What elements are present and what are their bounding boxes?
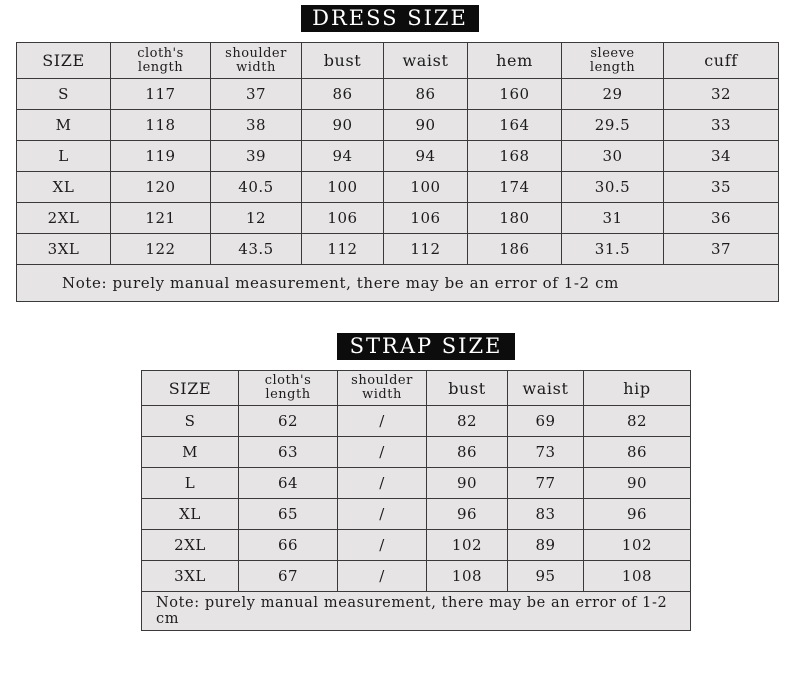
measurement-cell: 106 — [384, 203, 468, 234]
measurement-cell: / — [338, 437, 427, 468]
measurement-cell: 108 — [584, 561, 691, 592]
measurement-cell: 94 — [384, 141, 468, 172]
dress-header-cell: SIZE — [17, 43, 111, 79]
dress-header-cell — [562, 43, 664, 79]
measurement-cell: 119 — [111, 141, 211, 172]
measurement-cell: 120 — [111, 172, 211, 203]
header-line: length — [137, 59, 184, 75]
measurement-cell: 100 — [384, 172, 468, 203]
table-row — [142, 530, 691, 561]
measurement-cell: 38 — [211, 110, 302, 141]
header-line: shoulder — [351, 373, 413, 388]
measurement-cell: 37 — [211, 79, 302, 110]
measurement-cell: 36 — [664, 203, 779, 234]
size-label-cell: M — [17, 110, 111, 141]
size-label-cell: L — [17, 141, 111, 172]
header-line: length — [589, 59, 636, 75]
size-label-cell: 3XL — [17, 234, 111, 265]
size-label-cell: M — [142, 437, 239, 468]
measurement-cell: 90 — [302, 110, 384, 141]
dress-note-row — [17, 265, 779, 302]
dress-header-cell: cuff — [664, 43, 779, 79]
dress-size-title: DRESS SIZE — [301, 5, 479, 32]
dress-header-cell — [111, 43, 211, 79]
table-row — [142, 437, 691, 468]
measurement-cell: 86 — [427, 437, 508, 468]
measurement-cell: 186 — [468, 234, 562, 265]
table-row — [142, 406, 691, 437]
measurement-cell: 29.5 — [562, 110, 664, 141]
measurement-cell: / — [338, 530, 427, 561]
measurement-cell: 89 — [508, 530, 584, 561]
measurement-cell: 122 — [111, 234, 211, 265]
table-row — [142, 468, 691, 499]
measurement-cell: 108 — [427, 561, 508, 592]
measurement-cell: 82 — [584, 406, 691, 437]
size-label-cell: 2XL — [17, 203, 111, 234]
measurement-cell: 106 — [302, 203, 384, 234]
table-row — [17, 203, 779, 234]
measurement-cell: 164 — [468, 110, 562, 141]
measurement-cell: 62 — [239, 406, 338, 437]
measurement-cell: 102 — [427, 530, 508, 561]
measurement-cell: 86 — [302, 79, 384, 110]
measurement-cell: 37 — [664, 234, 779, 265]
strap-header-cell: bust — [427, 371, 508, 406]
size-label-cell: 3XL — [142, 561, 239, 592]
measurement-cell: 82 — [427, 406, 508, 437]
measurement-note: Note: purely manual measurement, there may be an error of 1-2 cm — [142, 592, 691, 631]
measurement-cell: 33 — [664, 110, 779, 141]
measurement-cell: / — [338, 561, 427, 592]
measurement-cell: 43.5 — [211, 234, 302, 265]
measurement-cell: 12 — [211, 203, 302, 234]
measurement-cell: 168 — [468, 141, 562, 172]
measurement-cell: / — [338, 406, 427, 437]
measurement-cell: 40.5 — [211, 172, 302, 203]
dress-header-cell: bust — [302, 43, 384, 79]
table-row — [17, 110, 779, 141]
dress-header-cell: waist — [384, 43, 468, 79]
strap-header-cell — [338, 371, 427, 406]
header-line: shoulder — [225, 45, 287, 61]
measurement-cell: / — [338, 468, 427, 499]
size-label-cell: XL — [17, 172, 111, 203]
measurement-note: Note: purely manual measurement, there may be an error of 1-2 cm — [17, 265, 779, 302]
measurement-cell: 117 — [111, 79, 211, 110]
size-label-cell: XL — [142, 499, 239, 530]
measurement-cell: 63 — [239, 437, 338, 468]
measurement-cell: 174 — [468, 172, 562, 203]
table-row — [17, 172, 779, 203]
measurement-cell: 83 — [508, 499, 584, 530]
header-line: cloth's — [137, 45, 184, 61]
measurement-cell: 96 — [427, 499, 508, 530]
header-line: length — [265, 387, 311, 402]
measurement-cell: 29 — [562, 79, 664, 110]
measurement-cell: 90 — [427, 468, 508, 499]
measurement-cell: 35 — [664, 172, 779, 203]
strap-header-cell: hip — [584, 371, 691, 406]
table-row — [17, 79, 779, 110]
header-line: sleeve — [590, 45, 635, 61]
measurement-cell: 31 — [562, 203, 664, 234]
strap-header-cell: waist — [508, 371, 584, 406]
table-row — [142, 499, 691, 530]
size-label-cell: S — [17, 79, 111, 110]
measurement-cell: 121 — [111, 203, 211, 234]
table-row — [17, 234, 779, 265]
measurement-cell: 34 — [664, 141, 779, 172]
header-line: width — [362, 387, 402, 402]
header-line: width — [236, 59, 276, 75]
measurement-cell: 90 — [384, 110, 468, 141]
table-row — [17, 141, 779, 172]
size-label-cell: S — [142, 406, 239, 437]
strap-note-row — [142, 592, 691, 631]
table-row — [142, 561, 691, 592]
size-label-cell: 2XL — [142, 530, 239, 561]
measurement-cell: 77 — [508, 468, 584, 499]
measurement-cell: 31.5 — [562, 234, 664, 265]
strap-header-cell: SIZE — [142, 371, 239, 406]
dress-header-cell — [211, 43, 302, 79]
measurement-cell: 65 — [239, 499, 338, 530]
measurement-cell: 67 — [239, 561, 338, 592]
measurement-cell: 30.5 — [562, 172, 664, 203]
measurement-cell: 86 — [384, 79, 468, 110]
measurement-cell: 96 — [584, 499, 691, 530]
measurement-cell: / — [338, 499, 427, 530]
measurement-cell: 64 — [239, 468, 338, 499]
measurement-cell: 86 — [584, 437, 691, 468]
strap-header-cell — [239, 371, 338, 406]
dress-header-row — [17, 43, 779, 79]
measurement-cell: 118 — [111, 110, 211, 141]
strap-size-table — [141, 370, 691, 631]
size-label-cell: L — [142, 468, 239, 499]
measurement-cell: 112 — [384, 234, 468, 265]
measurement-cell: 95 — [508, 561, 584, 592]
dress-header-cell: hem — [468, 43, 562, 79]
measurement-cell: 100 — [302, 172, 384, 203]
measurement-cell: 69 — [508, 406, 584, 437]
measurement-cell: 32 — [664, 79, 779, 110]
measurement-cell: 94 — [302, 141, 384, 172]
measurement-cell: 39 — [211, 141, 302, 172]
measurement-cell: 66 — [239, 530, 338, 561]
measurement-cell: 112 — [302, 234, 384, 265]
strap-header-row — [142, 371, 691, 406]
measurement-cell: 90 — [584, 468, 691, 499]
strap-size-title: STRAP SIZE — [337, 333, 515, 360]
measurement-cell: 30 — [562, 141, 664, 172]
measurement-cell: 160 — [468, 79, 562, 110]
measurement-cell: 180 — [468, 203, 562, 234]
measurement-cell: 73 — [508, 437, 584, 468]
header-line: cloth's — [264, 373, 312, 388]
measurement-cell: 102 — [584, 530, 691, 561]
dress-size-table — [16, 42, 779, 302]
